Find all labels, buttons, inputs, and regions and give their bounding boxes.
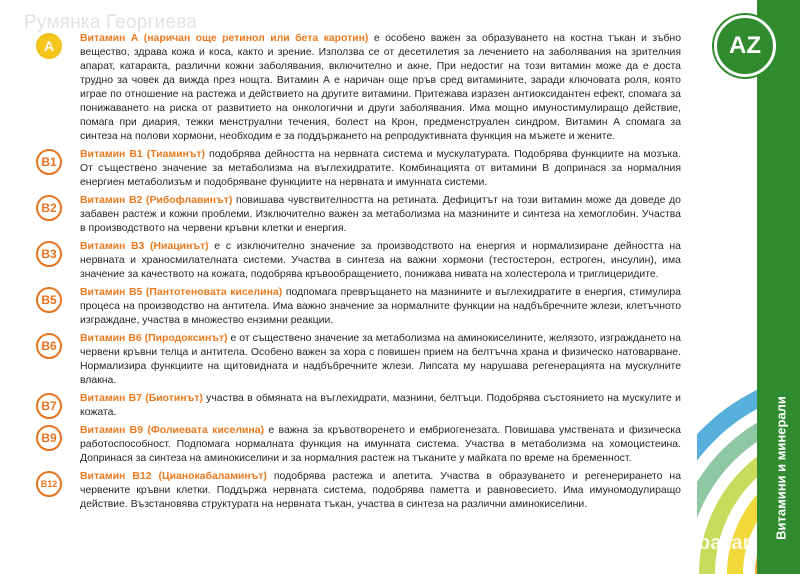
- vitamin-list: [36, 32, 681, 516]
- entry-text: [80, 392, 681, 420]
- vitamin-name: Витамин В7 (Биотинът): [80, 393, 203, 404]
- entry-vitamin-b2: [36, 194, 681, 236]
- entry-vitamin-b6: [36, 332, 681, 388]
- entry-text: [80, 286, 681, 328]
- entry-text: [80, 470, 681, 512]
- section-title-vertical: Витамини и минерали: [773, 396, 789, 540]
- bazar-watermark: bazar: [698, 532, 751, 554]
- vitamin-b2-badge-icon: B2: [36, 195, 62, 221]
- vitamin-name: Витамин В2 (Рибофлавинът): [80, 195, 233, 206]
- vitamin-description: е особено важен за образуването на костна тъкан и зъбно вещество, здрава кожа и коса, както и зрение. Използва се от десетилетия за лечението на заболявания на зрителния апарат, катаракта, различни кожни заболявания, включително и акне. При недостиг на този витамин може да е доста трудно за човек да вижда през нощта. Витамин А е наричан още пръв сред витамините, заради ключовата роля, която играе по отношение на растежа и действието на другите витамини. Притежава изразен антиоксидантен ефект, спомага за понижаването на риска от развитието на онкологични и други заболявания. Има мощно имуностимулиращо действие, помага при диария, тежки менструални течения, болест на Крон, предменструален синдром. Витамин А спомага за синтеза на полови хормони, необходим е за поддържането на репродуктивната функция на мъжете и жените.: [80, 33, 681, 142]
- entry-vitamin-b12: [36, 470, 681, 512]
- vitamin-name: Витамин В3 (Ниацинът): [80, 241, 209, 252]
- entry-text: [80, 424, 681, 466]
- vitamin-b6-badge-icon: B6: [36, 333, 62, 359]
- entry-text: [80, 194, 681, 236]
- vitamin-name: Витамин В6 (Пиродоксинът): [80, 333, 228, 344]
- vitamin-b3-badge-icon: B3: [36, 241, 62, 267]
- side-panel: [697, 0, 800, 574]
- vitamin-b9-badge-icon: B9: [36, 425, 62, 451]
- entry-text: [80, 32, 681, 144]
- vitamin-b1-badge-icon: B1: [36, 149, 62, 175]
- entry-vitamin-b7: [36, 392, 681, 420]
- vitamin-description: подобрява дейността на нервната система и мускулатурата. Подобрява функциите на мозъка. От съществено значение за метаболизма на въглехидратите. Комбинацията от витамини В допринася за нормалния енергиен метаболизъм и подобряване функциите на нервната и имунната системи.: [80, 149, 681, 188]
- vitamin-name: Витамин В5 (Пантотеновата киселина): [80, 287, 283, 298]
- vitamin-description: е от съществено значение за метаболизма на аминокиселините, желязото, изграждането на червени кръвни телца и антитела. Особено важен за хора с повишен прием на белтъчна храна и физическо натоварване. Нормализира функциите на щитовидната и надбъбречните жлези. Липсата му нарушава регенерацията на мускулните влакна.: [80, 333, 681, 386]
- entry-text: [80, 240, 681, 282]
- entry-vitamin-a: [36, 32, 681, 144]
- vitamin-name: Витамин В1 (Тиаминът): [80, 149, 206, 160]
- entry-vitamin-b1: [36, 148, 681, 190]
- vitamin-description: е с изключително значение за производството на енергия и нормализиране дейността на нервната и храносмилателната системи. Участва в синтеза на важни хормони (тестостерон, естроген, инсулин), има значение за качеството на кожата, подобрява кръвообращението, понижава нивата на холестерола и триглицеридите.: [80, 241, 681, 280]
- vitamin-a-badge-icon: A: [36, 33, 62, 59]
- vitamin-description: подпомага превръщането на мазнините и въглехидратите в енергия, стимулира процеса на производство на антитела. Има важно значение за нормалните функции на надбъбречните жлези, клетъчното изграждане, участва в множество ензимни реакции.: [80, 287, 681, 326]
- vitamin-b5-badge-icon: B5: [36, 287, 62, 313]
- az-logo-icon: AZ: [714, 15, 776, 77]
- entry-vitamin-b9: [36, 424, 681, 466]
- vitamin-name: Витамин А (наричан още ретинол или бета каротин): [80, 33, 369, 44]
- vitamin-name: Витамин В9 (Фолиевата киселина): [80, 425, 264, 436]
- vitamin-description: участва в обмяната на въглехидрати, мазнини, белтъци. Подобрява състоянието на мускулите и кожата.: [80, 393, 681, 418]
- entry-vitamin-b3: [36, 240, 681, 282]
- entry-text: [80, 148, 681, 190]
- vitamin-description: е важна за кръвотворенето и ембриогенезата. Повишава умствената и физическа работоспособност. Подпомага нормалната функция на имунната система. Участва в метаболизма на хомоцистеина. Допринася за синтеза на аминокиселини и за нормалния растеж на тъканите у майката по време на бременност.: [80, 425, 681, 464]
- vitamin-description: повишава чувствителността на ретината. Дефицитът на този витамин може да доведе до забавен растеж и кожни проблеми. Изключително важен за метаболизма на мазнините и синтеза на хемоглобин. Участва в производството на червени кръвни клетки и енергия.: [80, 195, 681, 234]
- entry-vitamin-b5: [36, 286, 681, 328]
- vitamin-description: подобрява растежа и апетита. Участва в образуването и регенерирането на червените кръвни клетки. Поддържа нервната система, подобрява паметта и равновесието. Има имуномодулиращо действие. Възстановява структурата на нервната тъкан, участва в синтеза на различни аминокиселини.: [80, 471, 681, 510]
- author-watermark: Румянка Георгиева: [24, 12, 198, 33]
- vitamin-b7-badge-icon: B7: [36, 393, 62, 419]
- entry-text: [80, 332, 681, 388]
- vitamin-b12-badge-icon: B12: [36, 471, 62, 497]
- vitamin-name: Витамин В12 (Цианокабаламинът): [80, 471, 267, 482]
